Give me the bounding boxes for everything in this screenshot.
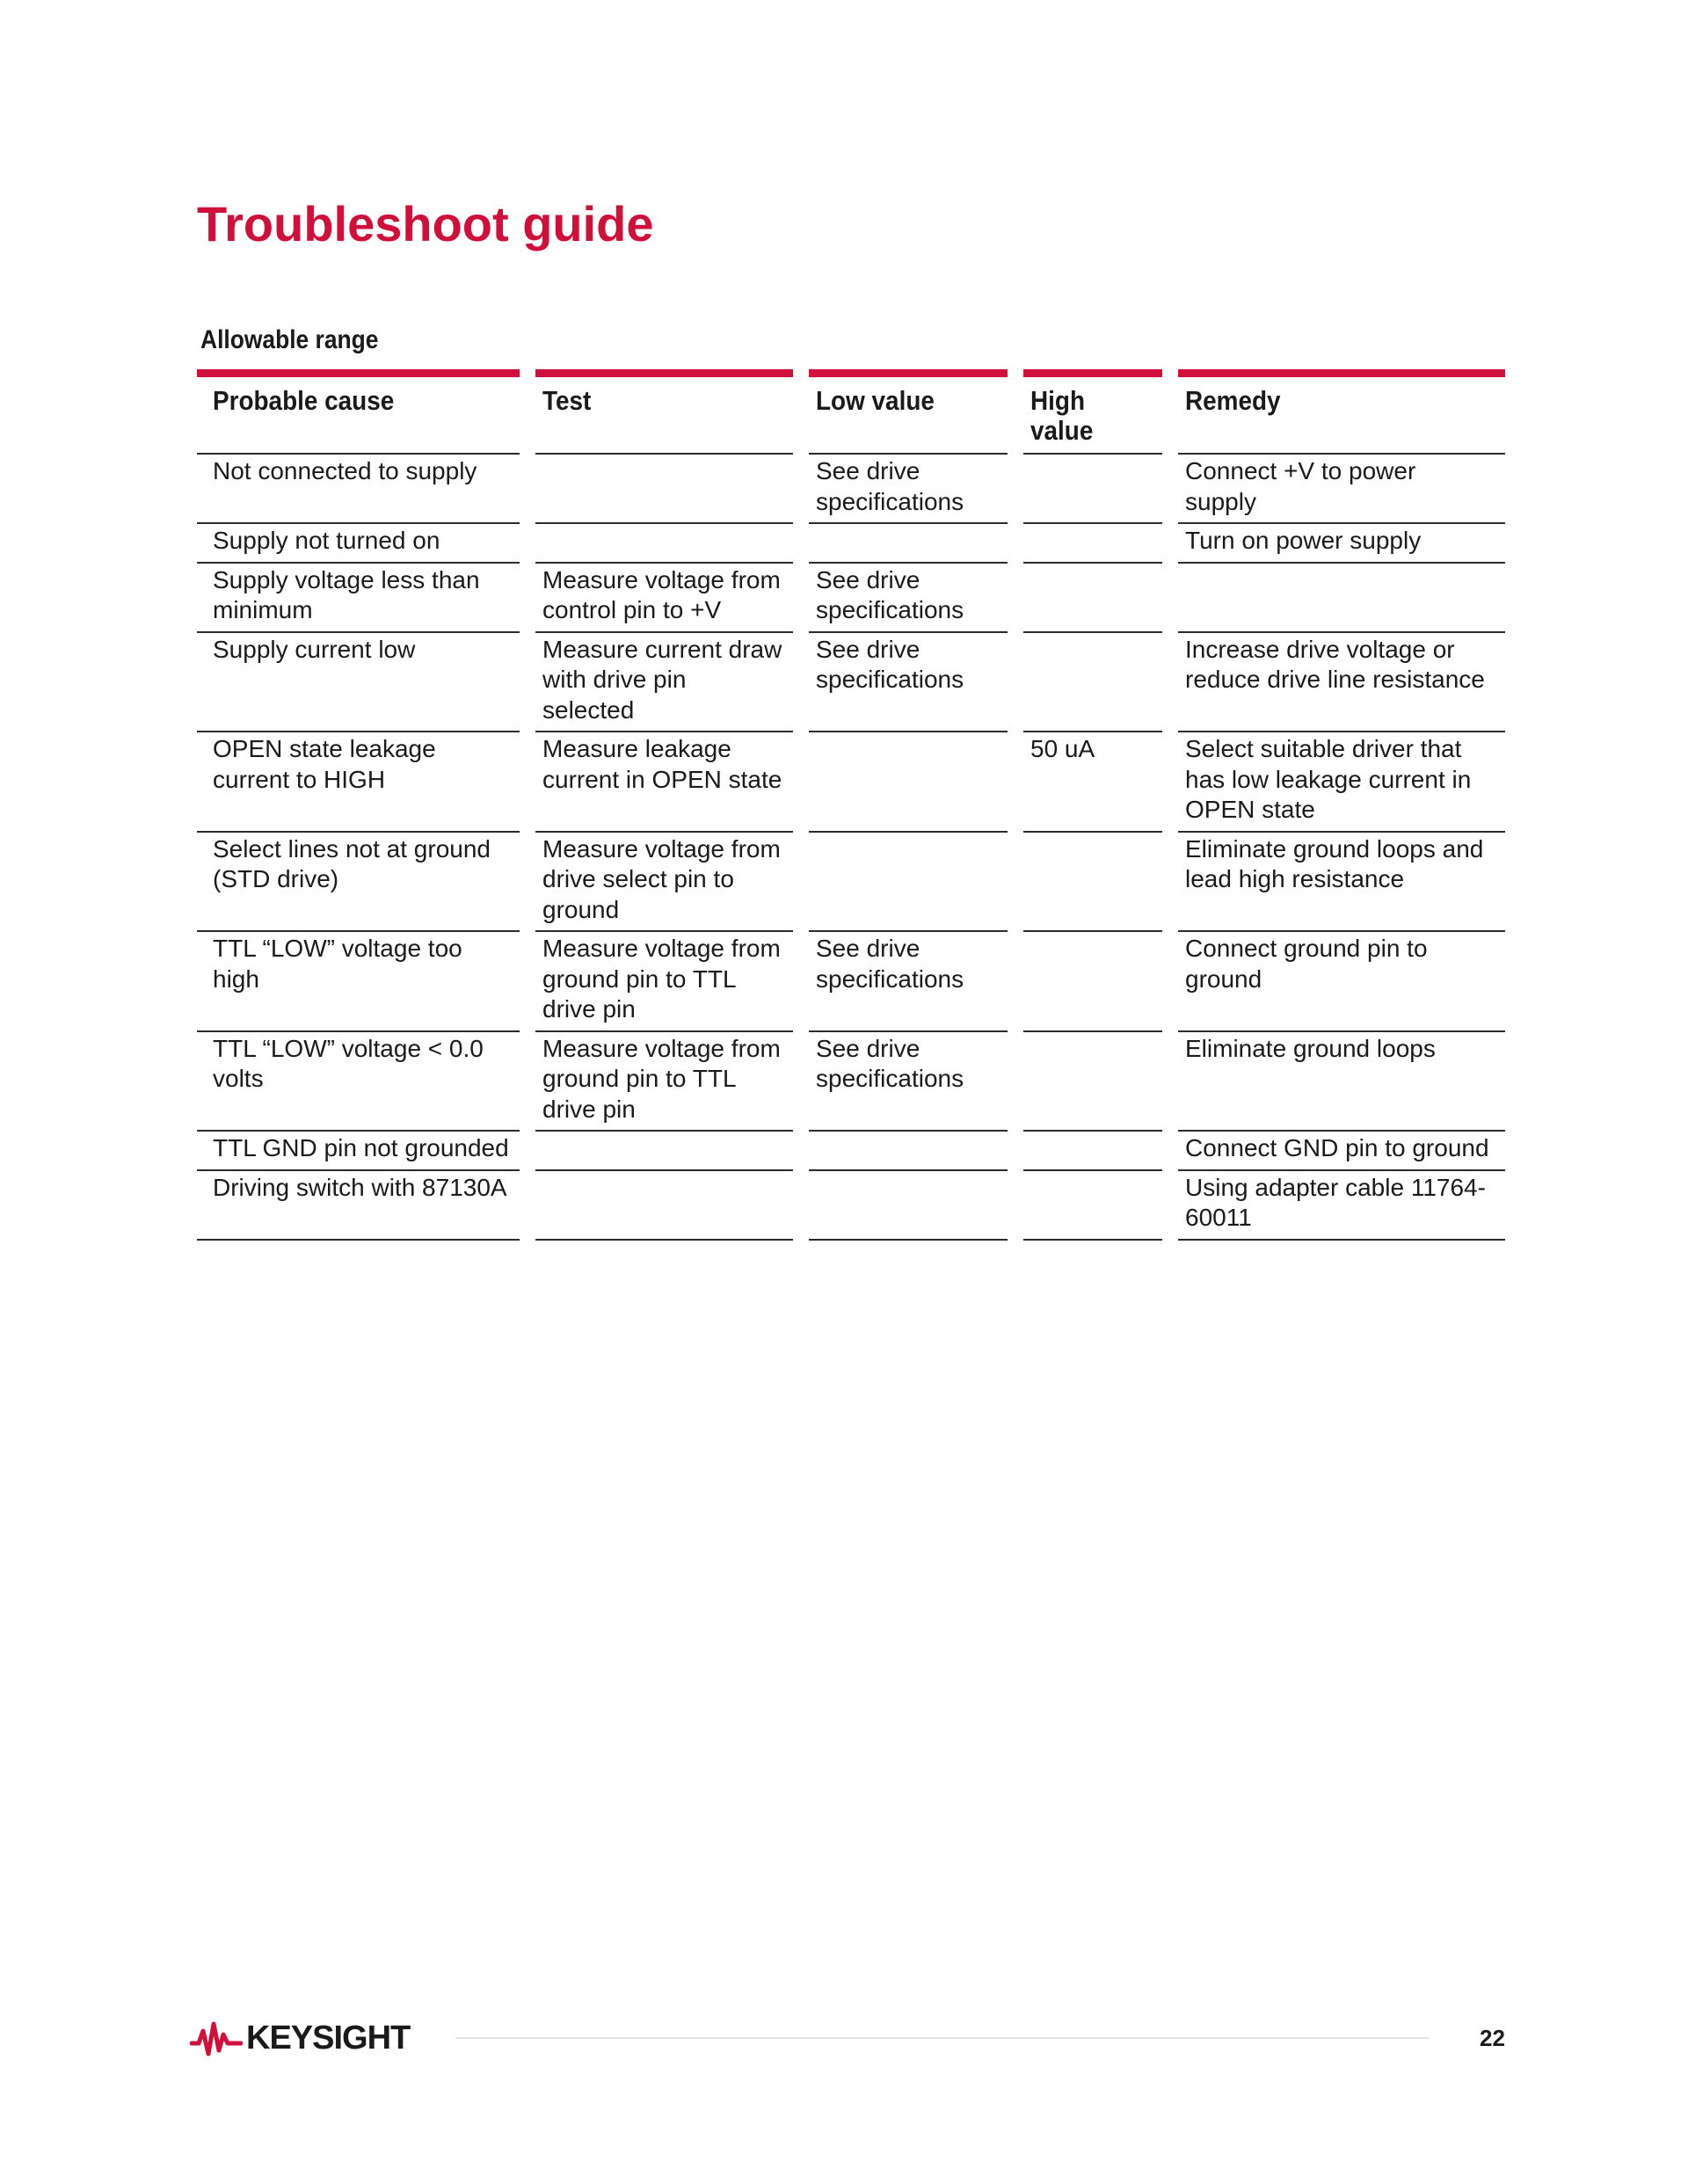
table-cell: Turn on power supply: [1178, 524, 1505, 564]
table-cell: [809, 1132, 1008, 1171]
table-cell: [535, 455, 793, 524]
keysight-wave-icon: [190, 2019, 243, 2057]
table-cell: Measure voltage from ground pin to TTL drive pin: [535, 1032, 793, 1132]
table-cell: [1023, 524, 1162, 564]
table-cell: [1023, 1032, 1162, 1132]
table-cell: See drive specifications: [809, 633, 1008, 733]
table-cell: See drive specifications: [809, 932, 1008, 1032]
table-row: [197, 1032, 1505, 1132]
table-cell: [1023, 633, 1162, 733]
table-cell: Measure leakage current in OPEN state: [535, 732, 793, 833]
table-cell: Not connected to supply: [197, 455, 520, 524]
table-cell: Supply not turned on: [197, 524, 520, 564]
table-row: [197, 564, 1505, 633]
table-cell: [1023, 564, 1162, 633]
table-row: [197, 633, 1505, 733]
column-header: Test: [535, 369, 793, 455]
table-cell: Using adapter cable 11764- 60011: [1178, 1171, 1505, 1241]
table-cell: Measure current draw with drive pin selected: [535, 633, 793, 733]
table-cell: [1023, 932, 1162, 1032]
table-cell: [1023, 1132, 1162, 1171]
column-header: Remedy: [1178, 369, 1505, 455]
keysight-logo: [190, 2019, 410, 2057]
table-cell: [535, 524, 793, 564]
table-cell: [535, 1132, 793, 1171]
table-cell: [1023, 455, 1162, 524]
troubleshoot-table: [197, 369, 1505, 1241]
table-cell: Measure voltage from drive select pin to ground: [535, 833, 793, 933]
column-header: High value: [1023, 369, 1162, 455]
table-cell: Measure voltage from control pin to +V: [535, 564, 793, 633]
table-row: [197, 1171, 1505, 1241]
table-body: [197, 455, 1505, 1241]
table-cell: Eliminate ground loops: [1178, 1032, 1505, 1132]
table-row: [197, 524, 1505, 564]
table-cell: Connect +V to power supply: [1178, 455, 1505, 524]
table-cell: [1023, 833, 1162, 933]
table-cell: Select suitable driver that has low leakage current in OPEN state: [1178, 732, 1505, 833]
footer-divider: [455, 2037, 1430, 2039]
table-cell: OPEN state leakage current to HIGH: [197, 732, 520, 833]
table-cell: Supply current low: [197, 633, 520, 733]
table-cell: See drive specifications: [809, 1032, 1008, 1132]
table-header-row: [197, 369, 1505, 455]
page-title: Troubleshoot guide: [197, 196, 654, 251]
page-number: 22: [1480, 2025, 1505, 2051]
table-cell: [1178, 564, 1505, 633]
table-caption: Allowable range: [200, 325, 379, 354]
table-row: [197, 833, 1505, 933]
table-cell: Measure voltage from ground pin to TTL drive pin: [535, 932, 793, 1032]
table-cell: TTL “LOW” voltage too high: [197, 932, 520, 1032]
table-row: [197, 932, 1505, 1032]
column-header: Probable cause: [197, 369, 520, 455]
table-cell: [809, 833, 1008, 933]
table-cell: Select lines not at ground (STD drive): [197, 833, 520, 933]
table-row: [197, 1132, 1505, 1171]
table-cell: 50 uA: [1023, 732, 1162, 833]
table-cell: Eliminate ground loops and lead high resistance: [1178, 833, 1505, 933]
table-cell: See drive specifications: [809, 455, 1008, 524]
table-cell: [809, 524, 1008, 564]
table-cell: [809, 732, 1008, 833]
table-cell: Connect ground pin to ground: [1178, 932, 1505, 1032]
table-cell: TTL “LOW” voltage < 0.0 volts: [197, 1032, 520, 1132]
table-cell: Connect GND pin to ground: [1178, 1132, 1505, 1171]
column-header: Low value: [809, 369, 1008, 455]
table-cell: See drive specifications: [809, 564, 1008, 633]
table-row: [197, 732, 1505, 833]
logo-text: KEYSIGHT: [246, 2019, 411, 2057]
table-cell: TTL GND pin not grounded: [197, 1132, 520, 1171]
table-cell: Supply voltage less than minimum: [197, 564, 520, 633]
table-cell: [535, 1171, 793, 1241]
table-cell: Increase drive voltage or reduce drive line resistance: [1178, 633, 1505, 733]
table-cell: [809, 1171, 1008, 1241]
table-row: [197, 455, 1505, 524]
table-cell: [1023, 1171, 1162, 1241]
table-cell: Driving switch with 87130A: [197, 1171, 520, 1241]
